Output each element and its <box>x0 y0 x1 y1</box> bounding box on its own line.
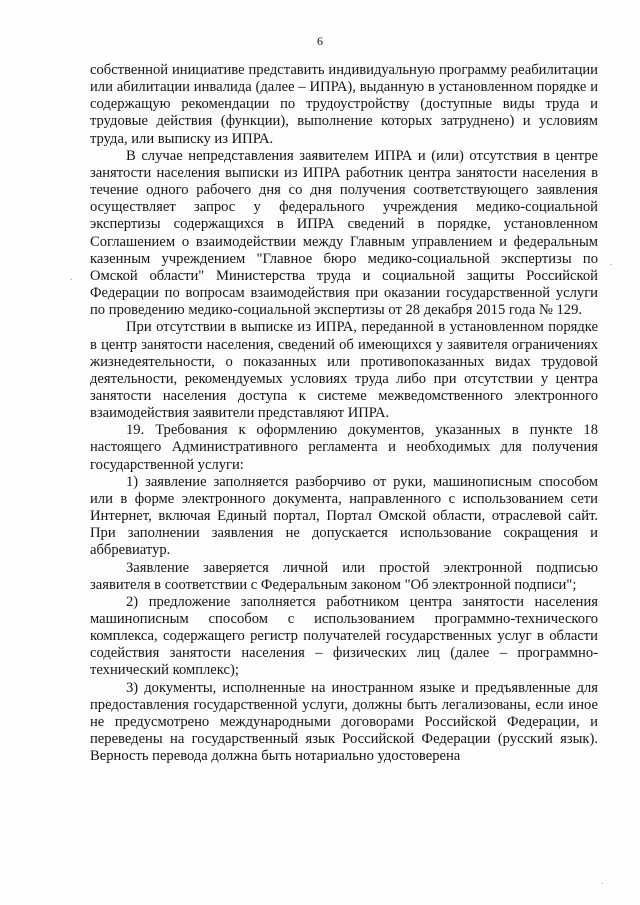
page-number: 6 <box>317 34 323 48</box>
paragraph-item-1: 1) заявление заполняется разборчиво от руки, машинописным способом или в форме электронного документа, направленного с использованием сети Интернет, включая Единый портал, Портал Омской области, отраслевой сайт. При заполнении заявления не допускается использование сокращения и аббревиатур. <box>90 473 598 559</box>
paragraph-ipra-absence: При отсутствии в выписке из ИПРА, переданной в установленном порядке в центр занятости населения, сведений об имеющихся у заявителя ограничениях жизнедеятельности, о показанных или противопоказанных видах трудовой деятельности, рекомендуемых условиях труда либо при отсутствии у центра занятости населения доступа к системе межведомственного электронного взаимодействия заявители представляют ИПРА. <box>90 319 598 422</box>
paragraph-item-3: 3) документы, исполненные на иностранном языке и предъявленные для предоставления государственной услуги, должны быть легализованы, если иное не предусмотрено международными договорами Российской Федерации, и переведены на государственный язык Российской Федерации (русский язык). Верность перевода должна быть нотариально удостоверена <box>90 679 598 765</box>
scan-dot-bottom: . <box>601 876 604 887</box>
paragraph-signature: Заявление заверяется личной или простой электронной подписью заявителя в соответствии с Федеральным законом "Об электронной подписи"; <box>90 559 598 593</box>
paragraph-ipra-initiative: собственной инициативе представить индивидуальную программу реабилитации или абилитации инвалида (далее – ИПРА), выданную в установленном порядке и содержащую рекомендации по трудоустройству (доступные виды труда и трудовые действия (функции), выполнение которых затруднено) и условиям труда, или выписку из ИПРА. <box>90 62 598 147</box>
scan-dot-right: . <box>610 257 613 268</box>
paragraph-ipra-request: В случае непредставления заявителем ИПРА и (или) отсутствия в центре занятости населения выписки из ИПРА работник центра занятости населения в течение одного рабочего дня со дня получения соответствующего заявления осуществляет запрос у федерального учреждения медико-социальной экспертизы содержащихся в ИПРА сведений в порядке, установленном Соглашением о взаимодействии между Главным управлением и федеральным казенным учреждением "Главное бюро медико-социальной экспертизы по Омской области" Министерства труда и социальной защиты Российской Федерации по вопросам взаимодействия при оказании государственной услуги по проведению медико-социальной экспертизы от 28 декабря 2015 года № 129. <box>90 147 598 319</box>
paragraph-section-19: 19. Требования к оформлению документов, указанных в пункте 18 настоящего Административного регламента и необходимых для получения государственной услуги: <box>90 422 598 473</box>
paragraph-item-2: 2) предложение заполняется работником центра занятости населения машинописным способом с использованием программно-технического комплекса, содержащего регистр получателей государственных услуг в области содействия занятости населения – физических лиц (далее – программно-технический комплекс); <box>90 593 598 679</box>
document-body <box>90 62 598 765</box>
scan-dot-left: . <box>70 272 73 283</box>
